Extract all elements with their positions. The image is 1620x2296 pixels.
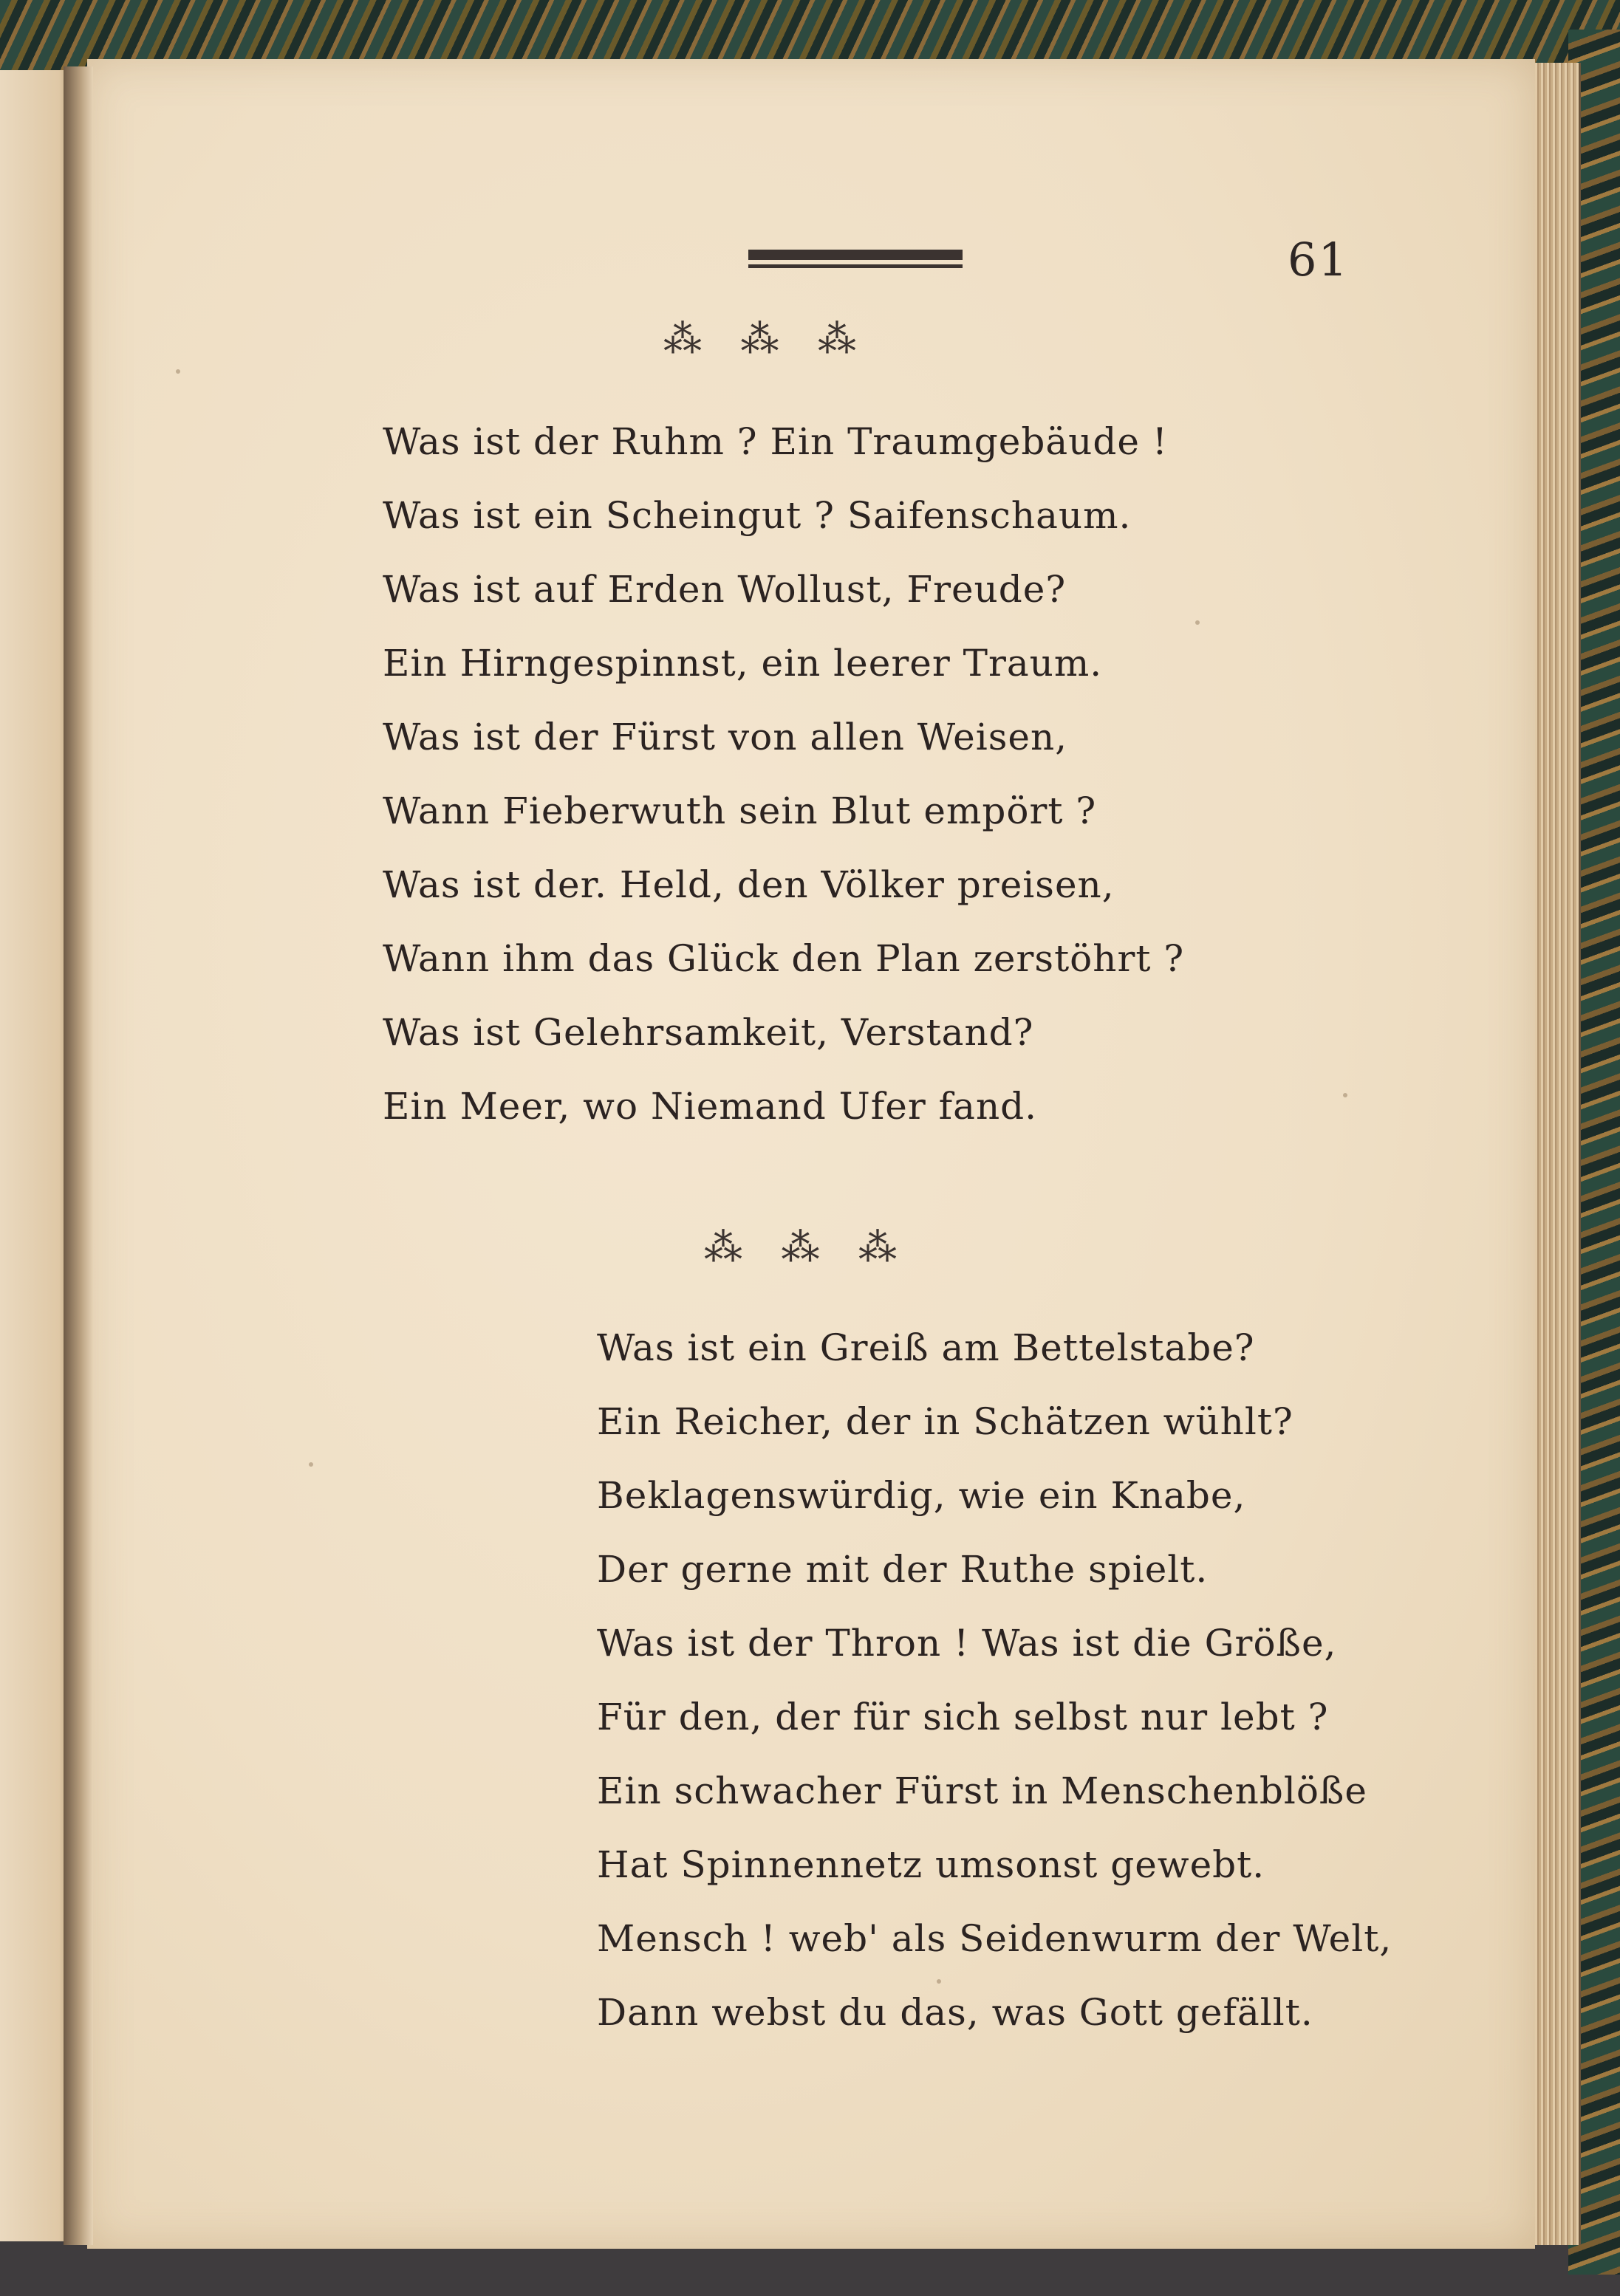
page-edge-stack bbox=[1533, 63, 1581, 2245]
verse-line: Ein Hirngespinnst, ein leerer Traum. bbox=[383, 642, 1103, 685]
verse-line: Was ist der. Held, den Völker preisen, bbox=[383, 863, 1115, 906]
verse-line: Was ist auf Erden Wollust, Freude? bbox=[383, 568, 1067, 611]
rule-thick bbox=[748, 250, 963, 260]
asterism-divider-bottom: ⁂ ⁂ ⁂ bbox=[704, 1226, 911, 1270]
verse-line: Wann ihm das Glück den Plan zerstöhrt ? bbox=[383, 937, 1185, 980]
asterism-divider-top: ⁂ ⁂ ⁂ bbox=[663, 318, 870, 362]
verse-line: Was ist Gelehrsamkeit, Verstand? bbox=[383, 1011, 1034, 1054]
rule-thin bbox=[748, 264, 963, 268]
previous-page-edge bbox=[0, 70, 74, 2241]
book-gutter-shadow bbox=[64, 66, 93, 2245]
verse-line: Wann Fieberwuth sein Blut empört ? bbox=[383, 789, 1097, 832]
verse-line: Was ist ein Greiß am Bettelstabe? bbox=[597, 1326, 1255, 1369]
verse-line: Was ist ein Scheingut ? Saifenschaum. bbox=[383, 494, 1132, 537]
verse-line: Hat Spinnennetz umsonst gewebt. bbox=[597, 1843, 1265, 1886]
verse-line: Mensch ! web' als Seidenwurm der Welt, bbox=[597, 1917, 1392, 1960]
poem-stanza-2 bbox=[597, 1311, 1392, 2049]
page-number: 61 bbox=[1288, 233, 1349, 287]
verse-line: Was ist der Fürst von allen Weisen, bbox=[383, 716, 1068, 758]
verse-line: Für den, der für sich selbst nur lebt ? bbox=[597, 1696, 1329, 1738]
verse-line: Ein Meer, wo Niemand Ufer fand. bbox=[383, 1085, 1038, 1128]
paper-speck bbox=[1343, 1093, 1347, 1097]
poem-stanza-1 bbox=[383, 405, 1184, 1143]
paper-speck bbox=[309, 1462, 313, 1467]
verse-line: Was ist der Thron ! Was ist die Größe, bbox=[597, 1622, 1337, 1665]
verse-line: Der gerne mit der Ruthe spielt. bbox=[597, 1548, 1209, 1591]
paper-speck bbox=[1195, 620, 1200, 625]
verse-line: Ein schwacher Fürst in Menschenblöße bbox=[597, 1769, 1367, 1812]
paper-speck bbox=[176, 369, 180, 374]
verse-line: Ein Reicher, der in Schätzen wühlt? bbox=[597, 1400, 1293, 1443]
header-rule-ornament bbox=[748, 250, 963, 282]
paper-speck bbox=[937, 1979, 941, 1984]
verse-line: Was ist der Ruhm ? Ein Traumgebäude ! bbox=[383, 420, 1168, 463]
verse-line: Beklagenswürdig, wie ein Knabe, bbox=[597, 1474, 1246, 1517]
book-page bbox=[87, 59, 1535, 2249]
verse-line: Dann webst du das, was Gott gefällt. bbox=[597, 1991, 1313, 2034]
